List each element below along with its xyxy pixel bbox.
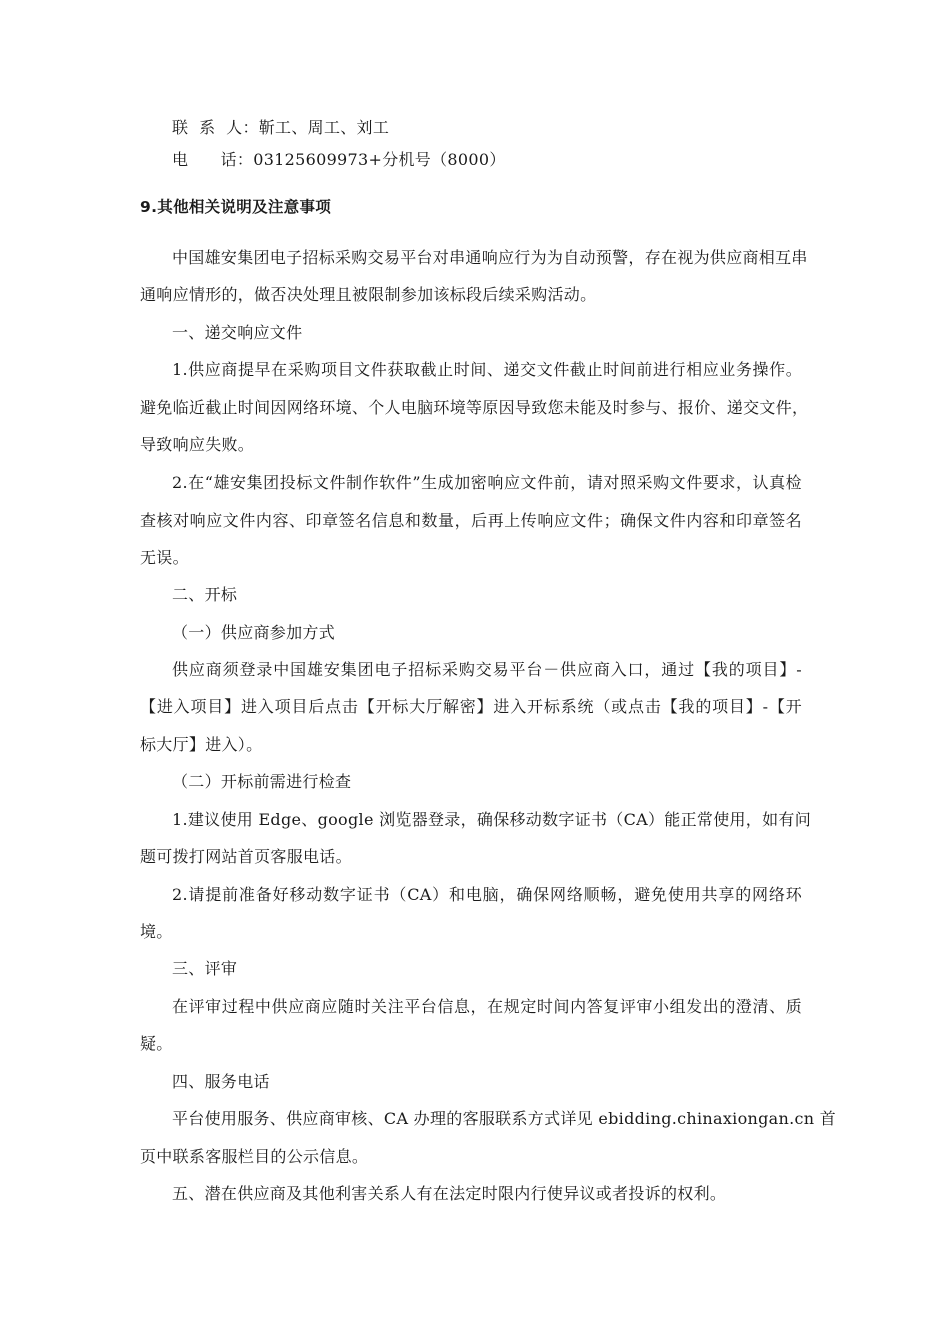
part2-sub1-title: （一）供应商参加方式: [172, 623, 336, 642]
part4-title: 四、服务电话: [172, 1072, 270, 1091]
contact-phone-label: 电 话：: [172, 150, 254, 169]
part2-sub2-item1-line-1: 1.建议使用 Edge、google 浏览器登录，确保移动数字证书（CA）能正常使用，如有问: [172, 810, 812, 829]
contact-phone-line: [172, 150, 506, 170]
contact-phone-value: 03125609973+分机号（8000）: [253, 150, 506, 169]
contact-person-line: [172, 118, 389, 138]
section-9-title: 9.其他相关说明及注意事项: [140, 198, 332, 216]
part1-item1-line-1: 1.供应商提早在采购项目文件获取截止时间、递交文件截止时间前进行相应业务操作。: [172, 360, 802, 379]
part2-sub2-item1-line-2: 题可拨打网站首页客服电话。: [140, 847, 352, 866]
part2-sub2-item2-line-1: 2.请提前准备好移动数字证书（CA）和电脑，确保网络顺畅，避免使用共享的网络环: [172, 885, 802, 904]
intro-line-2: 通响应情形的，做否决处理且被限制参加该标段后续采购活动。: [140, 285, 597, 304]
part1-item1-line-3: 导致响应失败。: [140, 435, 255, 454]
part4-line-2: 页中联系客服栏目的公示信息。: [140, 1147, 369, 1166]
part1-item2-line-2: 查核对响应文件内容、印章签名信息和数量，后再上传响应文件；确保文件内容和印章签名: [140, 511, 802, 530]
part2-sub1-line-1: 供应商须登录中国雄安集团电子招标采购交易平台－供应商入口，通过【我的项目】-: [172, 660, 802, 679]
part2-sub2-title: （二）开标前需进行检查: [172, 772, 352, 791]
part2-sub1-line-3: 标大厅】进入）。: [140, 735, 263, 754]
part2-title: 二、开标: [172, 585, 238, 604]
part2-sub1-line-2: 【进入项目】进入项目后点击【开标大厅解密】进入开标系统（或点击【我的项目】-【开: [140, 697, 802, 716]
part5-title: 五、潜在供应商及其他利害关系人有在法定时限内行使异议或者投诉的权利。: [172, 1184, 727, 1203]
part3-title: 三、评审: [172, 959, 238, 978]
part1-title: 一、递交响应文件: [172, 323, 303, 342]
part1-item1-line-2: 避免临近截止时间因网络环境、个人电脑环境等原因导致您未能及时参与、报价、递交文件，: [140, 398, 809, 417]
part2-sub2-item2-line-2: 境。: [140, 922, 173, 941]
part1-item2-line-3: 无误。: [140, 548, 189, 567]
contact-person-label: 联 系 人：: [172, 118, 259, 137]
part3-line-2: 疑。: [140, 1034, 173, 1053]
contact-person-value: 靳工、周工、刘工: [258, 118, 390, 137]
part4-line-1: 平台使用服务、供应商审核、CA 办理的客服联系方式详见 ebidding.chinaxiongan.cn 首: [172, 1109, 837, 1128]
intro-line-1: 中国雄安集团电子招标采购交易平台对串通响应行为为自动预警，存在视为供应商相互串: [172, 248, 808, 267]
part1-item2-line-1: 2.在“雄安集团投标文件制作软件”生成加密响应文件前，请对照采购文件要求，认真检: [172, 473, 802, 492]
part3-line-1: 在评审过程中供应商应随时关注平台信息，在规定时间内答复评审小组发出的澄清、质: [172, 997, 802, 1016]
